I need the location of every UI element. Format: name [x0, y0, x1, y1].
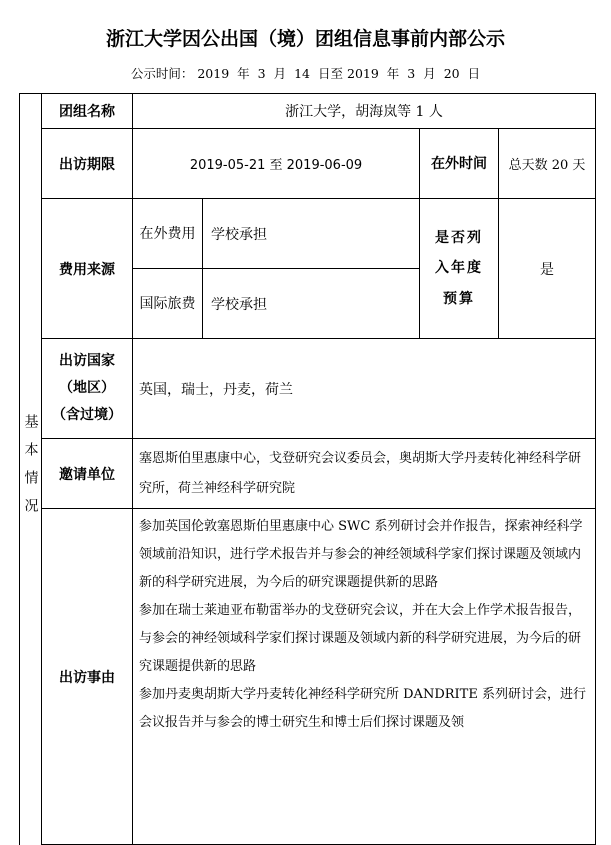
- to-char: 日至: [317, 66, 343, 81]
- country-label: [41, 338, 132, 438]
- period-value: 2019-05-21 至 2019-06-09: [132, 128, 419, 198]
- travel-cost-value: 学校承担: [202, 268, 419, 338]
- page-title: 浙江大学因公出国（境）团组信息事前内部公示: [105, 28, 505, 50]
- purpose-label: 出访事由: [41, 508, 132, 845]
- publish-date: [0, 64, 611, 82]
- country-label-line-2: （地区）: [59, 380, 115, 396]
- abroad-time-label: 在外时间: [419, 128, 498, 198]
- year-char-2: 年: [386, 66, 400, 81]
- start-year: 2019: [197, 66, 230, 81]
- country-label-line-3: （含过境）: [52, 407, 122, 423]
- budget-value: 是: [498, 198, 596, 338]
- end-month: 3: [407, 66, 416, 81]
- section-label-cell: [19, 93, 41, 845]
- country-label-line-1: 出访国家: [59, 353, 115, 369]
- end-day: 20: [443, 66, 460, 81]
- purpose-paragraph-2: 参加在瑞士莱迪亚布勒雷举办的戈登研究会议，并在大会上作学术报告报告，与参会的神经领域科学家们探讨课题及领域内新的科学研究进展，为今后的研究课题提供新的思路: [139, 603, 582, 674]
- inviter-label: 邀请单位: [41, 438, 132, 508]
- start-month: 3: [257, 66, 266, 81]
- country-value: 英国，瑞士，丹麦，荷兰: [132, 338, 596, 438]
- purpose-value: [132, 508, 596, 845]
- section-label: 基本情况: [22, 413, 39, 526]
- budget-label: 是否列入年度预算: [419, 198, 498, 338]
- end-year: 2019: [347, 66, 379, 81]
- abroad-cost-label: 在外费用: [132, 198, 202, 268]
- day-char: 日: [467, 66, 481, 81]
- month-char-1: 月: [273, 66, 287, 81]
- group-name-value: 浙江大学，胡海岚等 1 人: [132, 93, 596, 128]
- month-char-2: 月: [423, 66, 436, 81]
- abroad-cost-value: 学校承担: [202, 198, 419, 268]
- period-label: 出访期限: [41, 128, 132, 198]
- date-label: 公示时间：: [130, 66, 194, 81]
- year-char-1: 年: [237, 66, 250, 81]
- inviter-value: 塞恩斯伯里惠康中心，戈登研究会议委员会，奥胡斯大学丹麦转化神经科学研究所，荷兰神经科学研究院: [132, 438, 596, 508]
- start-day: 14: [294, 66, 310, 81]
- abroad-time-value: 总天数 20 天: [498, 128, 596, 198]
- info-table: [19, 93, 596, 845]
- group-name-label: 团组名称: [41, 93, 132, 128]
- purpose-paragraph-1: 参加英国伦敦塞恩斯伯里惠康中心 SWC 系列研讨会并作报告，探索神经科学领域前沿知识，进行学术报告并与参会的神经领域科学家们探讨课题及领域内新的科学研究进展，为今后的研究课题提供新的思路: [139, 519, 583, 590]
- travel-cost-label: 国际旅费: [132, 268, 202, 338]
- purpose-paragraph-3: 参加丹麦奥胡斯大学丹麦转化神经科学研究所 DANDRITE 系列研讨会，进行会议报告并与参会的博士研究生和博士后们探讨课题及领: [139, 687, 586, 730]
- funding-label: 费用来源: [41, 198, 132, 338]
